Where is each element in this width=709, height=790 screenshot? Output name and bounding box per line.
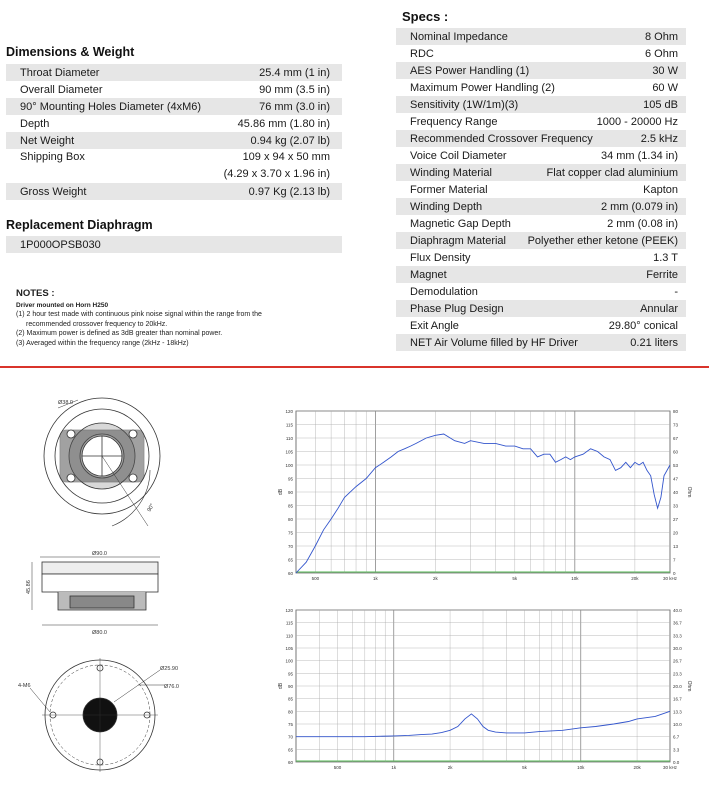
y2-tick-label: 0	[673, 571, 676, 576]
y-tick-label: 105	[285, 646, 293, 651]
y-tick-label: 60	[287, 571, 293, 576]
y2-tick-label: 3.3	[673, 747, 680, 753]
dim-label: Depth	[20, 117, 50, 130]
notes	[16, 289, 306, 348]
spec-row	[396, 266, 686, 283]
spec-value: 105 dB	[643, 98, 678, 111]
x-tick-label: 20k	[631, 576, 639, 581]
dim-value: 90 mm (3.5 in)	[259, 83, 330, 96]
y2-tick-label: 13	[673, 544, 679, 549]
y2-tick-label: 60	[673, 449, 679, 455]
y-tick-label: 80	[287, 709, 293, 715]
technical-drawings	[0, 380, 270, 790]
y-tick-label: 75	[287, 530, 293, 536]
spec-label: Nominal Impedance	[410, 30, 508, 43]
x-tick-label: 30 kHz	[662, 576, 678, 581]
y2-tick-label: 73	[673, 422, 679, 428]
replacement-table	[6, 236, 342, 253]
y-axis-label: dB	[278, 488, 284, 496]
replacement-title: Replacement Diaphragm	[6, 218, 153, 232]
dim-value: 45.86 mm (1.80 in)	[237, 117, 330, 130]
y-tick-label: 60	[287, 760, 293, 765]
y-tick-label: 65	[287, 557, 293, 563]
spec-row	[396, 28, 686, 45]
x-tick-label: 5k	[512, 576, 518, 581]
y2-tick-label: 26.7	[673, 658, 682, 664]
y-tick-label: 110	[285, 633, 293, 639]
y2-tick-label: 53	[673, 463, 679, 468]
spec-label: Magnet	[410, 268, 447, 281]
bottom-view-drawing	[30, 658, 165, 772]
spec-label: Sensitivity (1W/1m)(3)	[410, 98, 519, 111]
spec-value: 60 W	[652, 81, 678, 94]
spec-label: Former Material	[410, 183, 488, 196]
x-tick-label: 2k	[433, 576, 438, 581]
dim-row	[6, 132, 342, 149]
spec-value: Ferrite	[646, 268, 678, 281]
spec-label: Voice Coil Diameter	[410, 149, 507, 162]
y2-tick-label: 6.7	[673, 734, 680, 740]
top-view-dia-label: Ø38.0	[58, 400, 73, 406]
y2-tick-label: 33	[673, 503, 679, 509]
y2-tick-label: 33.3	[673, 633, 682, 639]
x-tick-label: 10k	[571, 576, 579, 581]
y2-axis-label: Ohm	[686, 486, 692, 498]
spec-row	[396, 164, 686, 181]
y2-axis-label: Ohm	[686, 680, 692, 692]
spec-value: Flat copper clad aluminium	[546, 166, 678, 179]
spec-row	[396, 300, 686, 317]
spec-value: 29.80° conical	[608, 319, 678, 332]
spec-row	[396, 232, 686, 249]
spec-value: 1000 - 20000 Hz	[596, 115, 678, 128]
dim-row	[6, 64, 342, 81]
y2-tick-label: 67	[673, 436, 679, 441]
y2-tick-label: 30.0	[673, 646, 682, 651]
dim-label: Gross Weight	[20, 185, 87, 198]
spec-label: Phase Plug Design	[410, 302, 504, 315]
spec-value: 0.21 liters	[630, 336, 678, 349]
replacement-row	[6, 236, 342, 253]
spec-label: Recommended Crossover Frequency	[410, 132, 593, 145]
spec-label: Exit Angle	[410, 319, 459, 332]
spec-row	[396, 62, 686, 79]
y-tick-label: 75	[287, 722, 293, 727]
spec-row	[396, 45, 686, 62]
side-view-height-label: 45.86	[26, 580, 32, 594]
spec-label: AES Power Handling (1)	[410, 64, 530, 77]
spec-value: 8 Ohm	[644, 30, 678, 43]
y-tick-label: 95	[287, 671, 293, 677]
dim-row	[6, 81, 342, 98]
spec-value: -	[674, 285, 678, 298]
y-tick-label: 65	[287, 747, 293, 753]
bottom-view-bolt-label: Ø76.0	[164, 684, 179, 690]
spec-value: 34 mm (1.34 in)	[600, 149, 678, 162]
spec-label: Winding Depth	[410, 200, 483, 213]
y2-tick-label: 16.7	[673, 696, 682, 702]
note-item: (2) Maximum power is defined as 3dB greater than nominal power.	[16, 330, 223, 337]
top-view-angle-label: 90°	[146, 502, 156, 513]
spec-label: Diaphragm Material	[410, 234, 506, 247]
y-tick-label: 95	[287, 476, 293, 482]
y2-tick-label: 36.7	[673, 620, 682, 626]
y-tick-label: 105	[285, 449, 293, 455]
frequency-response-chart	[276, 405, 692, 587]
y-tick-label: 100	[285, 658, 293, 664]
y-tick-label: 85	[287, 503, 293, 509]
spec-label: Flux Density	[410, 251, 471, 264]
specs-title: Specs :	[402, 9, 449, 24]
y2-tick-label: 40.0	[673, 608, 682, 613]
dim-value: 76 mm (3.0 in)	[259, 100, 330, 113]
spec-row	[396, 181, 686, 198]
bottom-view-throat-label: Ø25.90	[160, 666, 179, 672]
dim-label: Overall Diameter	[20, 83, 103, 96]
spec-row	[396, 198, 686, 215]
x-tick-label: 500	[311, 576, 320, 581]
side-view-drawing	[32, 557, 160, 625]
spec-row	[396, 79, 686, 96]
y-tick-label: 70	[287, 734, 293, 740]
spec-row	[396, 317, 686, 334]
y-tick-label: 100	[285, 463, 293, 468]
x-tick-label: 5k	[522, 765, 527, 770]
note-item: (1) 2 hour test made with continuous pink noise signal within the range from the recommended crossover frequency to 20kHz.	[16, 311, 262, 328]
spec-value: 30 W	[652, 64, 678, 77]
x-tick-label: 2k	[447, 765, 453, 770]
spec-value: 1.3 T	[653, 251, 678, 264]
dim-value	[224, 149, 330, 183]
dim-label: Shipping Box	[20, 151, 85, 163]
spec-row	[396, 113, 686, 130]
dimensions-table	[6, 64, 342, 200]
spec-label: Magnetic Gap Depth	[410, 217, 511, 230]
x-tick-label: 30 kHz	[662, 765, 678, 770]
y-tick-label: 115	[285, 422, 293, 428]
y2-tick-label: 47	[673, 476, 679, 482]
y2-tick-label: 10.0	[673, 722, 682, 727]
spec-value: Polyether ether ketone (PEEK)	[527, 234, 678, 247]
side-view-top-label: Ø90.0	[92, 551, 107, 557]
y2-tick-label: 7	[673, 557, 676, 563]
replacement-part: 1P000OPSB030	[20, 238, 101, 251]
spec-value: 2.5 kHz	[640, 132, 678, 145]
spec-row	[396, 147, 686, 164]
dim-row	[6, 183, 342, 200]
dim-value: 0.97 Kg (2.13 lb)	[248, 185, 330, 198]
dim-label: 90° Mounting Holes Diameter (4xM6)	[20, 100, 202, 113]
y2-tick-label: 23.3	[673, 671, 682, 677]
spec-row	[396, 130, 686, 147]
spec-value: Annular	[640, 302, 678, 315]
y-axis-label: dB	[278, 682, 284, 690]
side-view-bottom-label: Ø80.0	[92, 630, 107, 636]
y-tick-label: 90	[287, 684, 293, 689]
y2-tick-label: 20	[673, 530, 679, 536]
bottom-view-holes-label: 4-M6	[18, 683, 31, 689]
spec-label: Frequency Range	[410, 115, 498, 128]
spec-label: Demodulation	[410, 285, 478, 298]
spec-value: 2 mm (0.08 in)	[607, 217, 678, 230]
x-tick-label: 1k	[391, 765, 397, 770]
dim-value-line2: (4.29 x 3.70 x 1.96 in)	[223, 168, 330, 180]
y-tick-label: 120	[285, 608, 293, 613]
y2-tick-label: 40	[673, 490, 679, 495]
dim-row	[6, 149, 342, 183]
dim-label: Net Weight	[20, 134, 75, 147]
spec-label: RDC	[410, 47, 434, 60]
y2-tick-label: 0.0	[673, 760, 680, 765]
x-tick-label: 500	[333, 765, 342, 770]
spec-value: 2 mm (0.079 in)	[600, 200, 678, 213]
y2-tick-label: 27	[673, 517, 679, 522]
y2-tick-label: 20.0	[673, 684, 682, 689]
x-tick-label: 20k	[633, 765, 641, 770]
top-view-drawing	[44, 398, 160, 526]
spec-value: 6 Ohm	[644, 47, 678, 60]
dim-row	[6, 98, 342, 115]
dim-value: 25.4 mm (1 in)	[259, 66, 330, 79]
dimensions-title: Dimensions & Weight	[6, 45, 135, 59]
y-tick-label: 70	[287, 544, 293, 549]
y-tick-label: 80	[287, 517, 293, 522]
notes-subtitle: Driver mounted on Horn H250	[16, 301, 109, 309]
y-tick-label: 85	[287, 696, 293, 702]
y-tick-label: 115	[285, 620, 293, 626]
y-tick-label: 110	[285, 436, 293, 441]
y-tick-label: 90	[287, 490, 293, 495]
notes-title: NOTES :	[16, 288, 55, 299]
spec-row	[396, 283, 686, 300]
spec-row	[396, 249, 686, 266]
spec-row	[396, 215, 686, 232]
y2-tick-label: 13.3	[673, 709, 682, 715]
spec-label: NET Air Volume filled by HF Driver	[410, 336, 578, 349]
y-tick-label: 120	[285, 409, 293, 414]
spec-row	[396, 334, 686, 351]
specs-table	[396, 28, 686, 351]
spec-label: Maximum Power Handling (2)	[410, 81, 555, 94]
spec-label: Winding Material	[410, 166, 492, 179]
spec-row	[396, 96, 686, 113]
note-item: (3) Averaged within the frequency range (2kHz - 18kHz)	[16, 339, 189, 347]
x-tick-label: 10k	[577, 765, 585, 770]
x-tick-label: 1k	[372, 576, 378, 581]
spec-value: Kapton	[643, 183, 678, 196]
dim-value-line1: 109 x 94 x 50 mm	[242, 151, 330, 163]
dim-label: Throat Diameter	[20, 66, 100, 79]
section-divider	[0, 366, 709, 368]
dim-value: 0.94 kg (2.07 lb)	[250, 134, 330, 147]
y2-tick-label: 80	[673, 409, 679, 414]
frequency-response-chart-2	[276, 604, 692, 776]
dim-row	[6, 115, 342, 132]
